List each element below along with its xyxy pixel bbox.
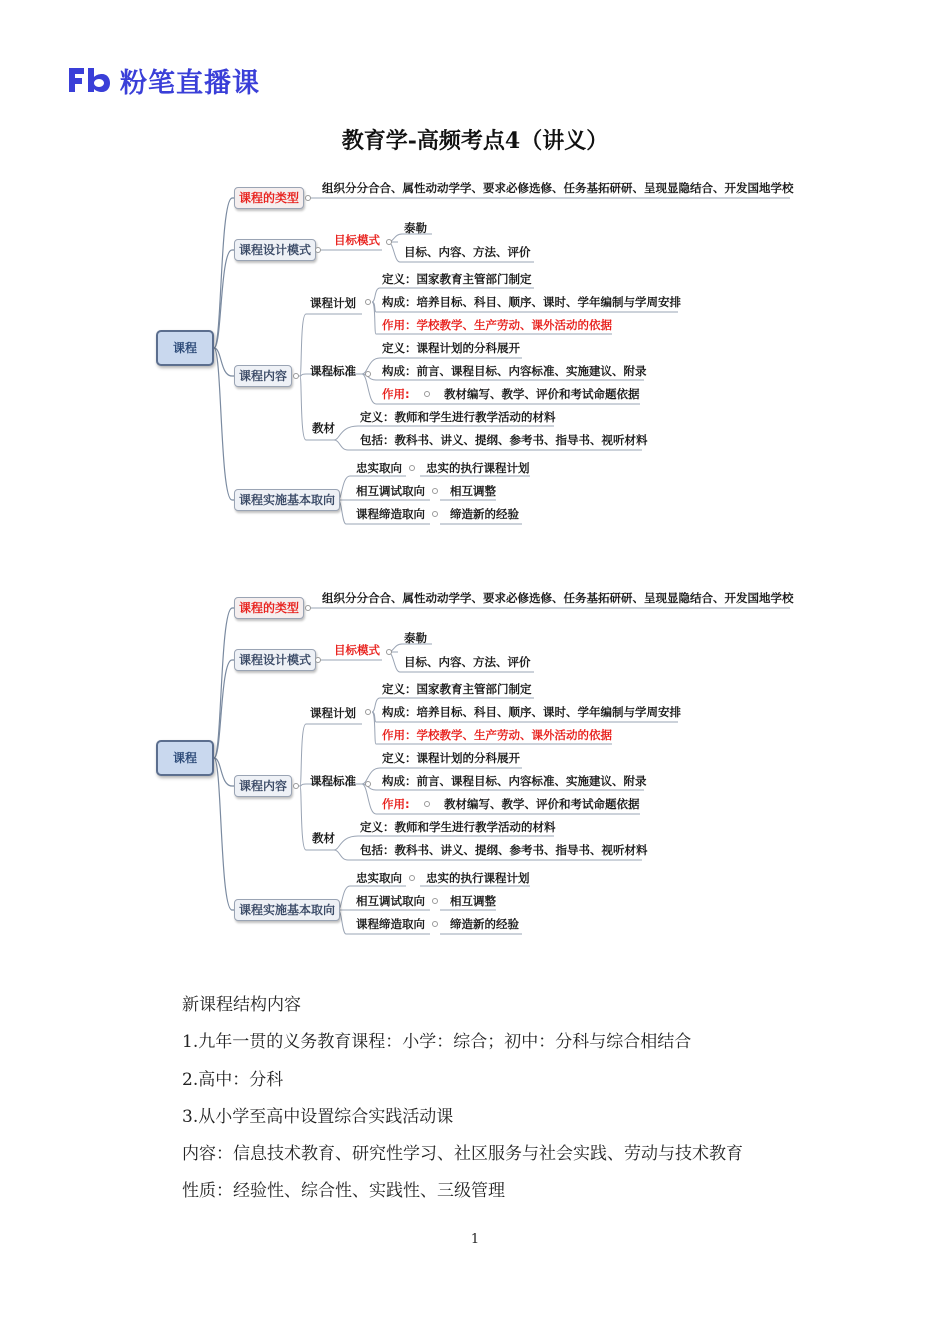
paragraph-line-2: 2.高中：分科 xyxy=(182,1070,284,1090)
node-orientation-1-desc: 忠实的执行课程计划 xyxy=(426,871,530,885)
page-number: 1 xyxy=(470,1232,480,1247)
paragraph-line-3: 3.从小学至高中设置综合实践活动课 xyxy=(182,1107,454,1127)
node-course-design: 课程设计模式 xyxy=(234,649,316,671)
node-textbook-definition: 定义：教师和学生进行教学活动的材料 xyxy=(360,410,556,424)
node-course-standard: 课程标准 xyxy=(310,364,356,378)
node-plan-function: 作用：学校教学、生产劳动、课外活动的依据 xyxy=(382,728,612,742)
node-orientation-2-name: 相互调试取向 xyxy=(356,894,425,908)
collapse-dot-icon xyxy=(432,488,438,494)
collapse-dot-icon xyxy=(315,657,321,663)
node-standard-function-label: 作用: xyxy=(382,387,410,401)
node-textbook-includes: 包括：教科书、讲义、提纲、参考书、指导书、视听材料 xyxy=(360,843,648,857)
collapse-dot-icon xyxy=(409,465,415,471)
paragraph-line-5: 性质：经验性、综合性、实践性、三级管理 xyxy=(182,1181,505,1201)
node-course-content: 课程内容 xyxy=(234,365,292,387)
node-plan-composition: 构成：培养目标、科目、顺序、课时、学年编制与学周安排 xyxy=(382,705,681,719)
collapse-dot-icon xyxy=(432,921,438,927)
node-orientation-3-desc: 缔造新的经验 xyxy=(450,507,519,521)
collapse-dot-icon xyxy=(432,511,438,517)
node-plan-composition: 构成：培养目标、科目、顺序、课时、学年编制与学周安排 xyxy=(382,295,681,309)
collapse-dot-icon xyxy=(365,781,371,787)
mindmap-root-node: 课程 xyxy=(156,740,214,776)
node-standard-function-value: 教材编写、教学、评价和考试命题依据 xyxy=(444,797,640,811)
section-heading: 新课程结构内容 xyxy=(182,995,301,1015)
paragraph-line-4: 内容：信息技术教育、研究性学习、社区服务与社会实践、劳动与技术教育 xyxy=(182,1144,743,1164)
node-orientation-2-desc: 相互调整 xyxy=(450,484,496,498)
node-textbook-includes: 包括：教科书、讲义、提纲、参考书、指导书、视听材料 xyxy=(360,433,648,447)
node-standard-definition: 定义：课程计划的分科展开 xyxy=(382,751,520,765)
collapse-dot-icon xyxy=(365,299,371,305)
node-implementation-orientation: 课程实施基本取向 xyxy=(234,489,340,511)
fb-logo-icon xyxy=(66,64,112,96)
node-plan-definition: 定义：国家教育主管部门制定 xyxy=(382,272,532,286)
collapse-dot-icon xyxy=(365,371,371,377)
node-standard-composition: 构成：前言、课程目标、内容标准、实施建议、附录 xyxy=(382,364,647,378)
collapse-dot-icon xyxy=(386,239,392,245)
node-standard-definition: 定义：课程计划的分科展开 xyxy=(382,341,520,355)
collapse-dot-icon xyxy=(424,391,430,397)
mindmap-course-1 xyxy=(150,178,800,538)
collapse-dot-icon xyxy=(432,898,438,904)
collapse-dot-icon xyxy=(293,783,299,789)
node-target-mode: 目标模式 xyxy=(334,233,380,247)
node-course-content: 课程内容 xyxy=(234,775,292,797)
node-plan-function: 作用：学校教学、生产劳动、课外活动的依据 xyxy=(382,318,612,332)
collapse-dot-icon xyxy=(424,801,430,807)
node-design-steps: 目标、内容、方法、评价 xyxy=(404,245,531,259)
node-standard-function-value: 教材编写、教学、评价和考试命题依据 xyxy=(444,387,640,401)
node-orientation-1-name: 忠实取向 xyxy=(356,461,402,475)
page-title: 教育学-高频考点4（讲义） xyxy=(341,128,609,154)
collapse-dot-icon xyxy=(305,195,311,201)
node-tyler: 泰勒 xyxy=(404,631,427,645)
node-orientation-3-desc: 缔造新的经验 xyxy=(450,917,519,931)
node-orientation-3-name: 课程缔造取向 xyxy=(356,507,425,521)
node-implementation-orientation: 课程实施基本取向 xyxy=(234,899,340,921)
mindmap-course-2 xyxy=(150,588,800,948)
collapse-dot-icon xyxy=(386,649,392,655)
node-target-mode: 目标模式 xyxy=(334,643,380,657)
node-plan-definition: 定义：国家教育主管部门制定 xyxy=(382,682,532,696)
node-orientation-2-desc: 相互调整 xyxy=(450,894,496,908)
brand-name: 粉笔直播课 xyxy=(120,67,260,99)
node-tyler: 泰勒 xyxy=(404,221,427,235)
node-textbook-definition: 定义：教师和学生进行教学活动的材料 xyxy=(360,820,556,834)
node-course-plan: 课程计划 xyxy=(310,706,356,720)
node-orientation-1-desc: 忠实的执行课程计划 xyxy=(426,461,530,475)
collapse-dot-icon xyxy=(365,709,371,715)
node-textbook: 教材 xyxy=(312,831,335,845)
node-course-design: 课程设计模式 xyxy=(234,239,316,261)
collapse-dot-icon xyxy=(305,605,311,611)
node-course-standard: 课程标准 xyxy=(310,774,356,788)
brand-logo xyxy=(66,62,260,98)
node-course-types: 课程的类型 xyxy=(234,187,304,209)
node-course-types: 课程的类型 xyxy=(234,597,304,619)
paragraph-line-1: 1.九年一贯的义务教育课程：小学：综合；初中：分科与综合相结合 xyxy=(182,1032,692,1052)
node-types-content: 组织分分合合、属性动动学学、要求必修选修、任务基拓研研、呈现显隐结合、开发国地学校 xyxy=(322,591,794,605)
node-orientation-2-name: 相互调试取向 xyxy=(356,484,425,498)
node-orientation-3-name: 课程缔造取向 xyxy=(356,917,425,931)
node-standard-function-label: 作用: xyxy=(382,797,410,811)
node-design-steps: 目标、内容、方法、评价 xyxy=(404,655,531,669)
mindmap-root-node: 课程 xyxy=(156,330,214,366)
node-textbook: 教材 xyxy=(312,421,335,435)
node-orientation-1-name: 忠实取向 xyxy=(356,871,402,885)
node-course-plan: 课程计划 xyxy=(310,296,356,310)
collapse-dot-icon xyxy=(293,373,299,379)
node-standard-composition: 构成：前言、课程目标、内容标准、实施建议、附录 xyxy=(382,774,647,788)
collapse-dot-icon xyxy=(315,247,321,253)
collapse-dot-icon xyxy=(409,875,415,881)
node-types-content: 组织分分合合、属性动动学学、要求必修选修、任务基拓研研、呈现显隐结合、开发国地学校 xyxy=(322,181,794,195)
